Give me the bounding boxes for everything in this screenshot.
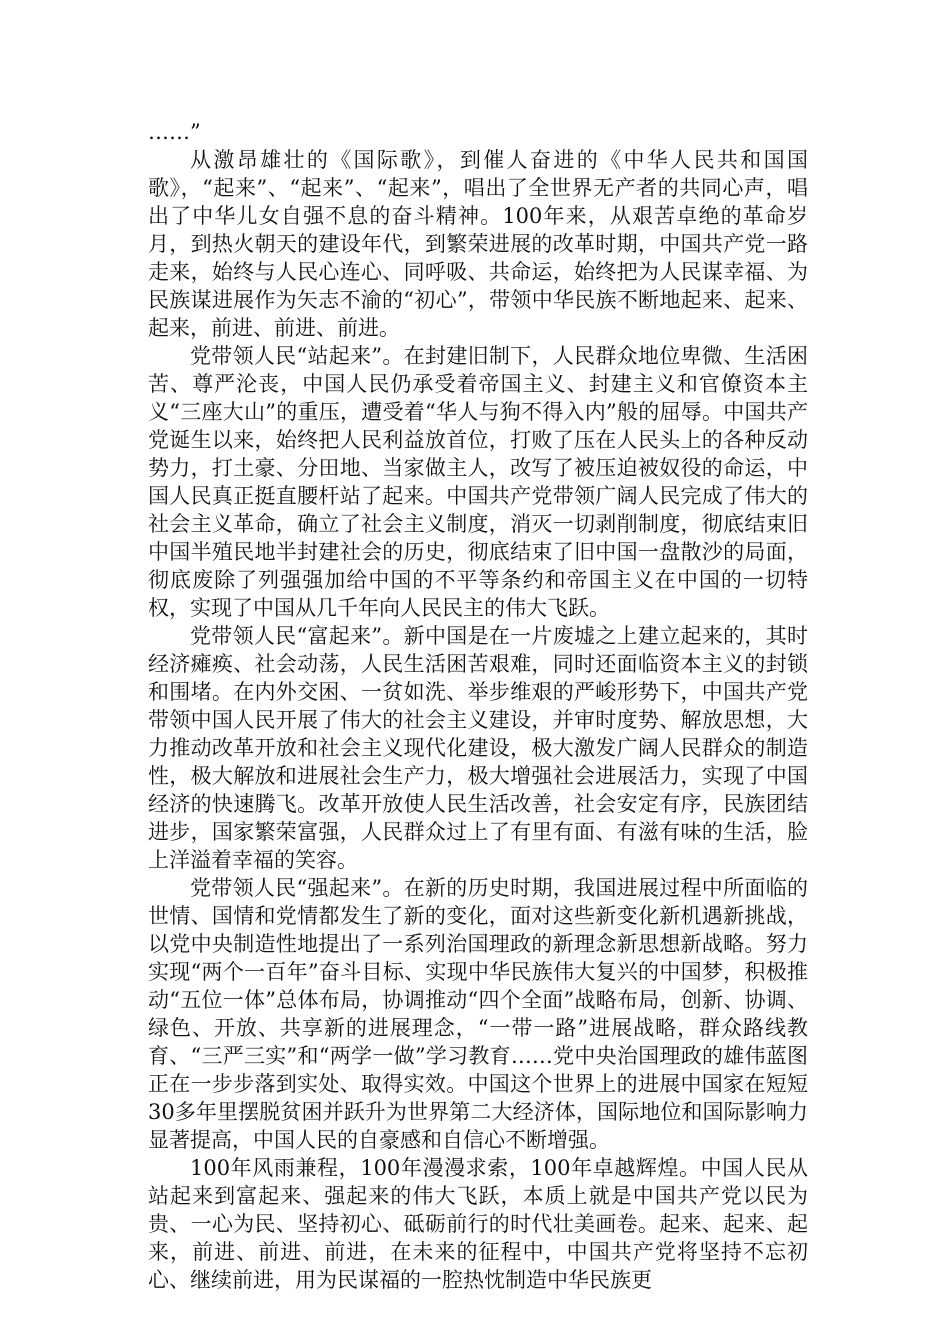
paragraph-ellipsis: ……” <box>148 120 201 144</box>
document-page <box>148 118 808 1294</box>
paragraph-become-strong: 党带领人民“强起来”。在新的历史时期，我国进展过程中所面临的世情、国情和党情都发生了新的变化，面对这些新变化新机遇新挑战，以党中央制造性地提出了一系列治国理政的新理念新思想新战略。努力实现“两个一百年”奋斗目标、实现中华民族伟大复兴的中国梦，积极推动“五位一体”总体布局，协调推动“四个全面”战略布局，创新、协调、绿色、开放、共享新的进展理念，“一带一路”进展战略，群众路线教育、“三严三实”和“两学一做”学习教育……党中央治国理政的雄伟蓝图正在一步步落到实处、取得实效。中国这个世界上的进展中国家在短短30多年里摆脱贫困并跃升为世界第二大经济体，国际地位和国际影响力显著提高，中国人民的自豪感和自信心不断增强。 <box>148 876 808 1152</box>
paragraph-intro: 从激昂雄壮的《国际歌》，到催人奋进的《中华人民共和国国歌》，“起来”、“起来”、“起来”，唱出了全世界无产者的共同心声，唱出了中华儿女自强不息的奋斗精神。100年来，从艰苦卓绝的革命岁月，到热火朝天的建设年代，到繁荣进展的改革时期，中国共产党一路走来，始终与人民心连心、同呼吸、共命运，始终把为人民谋幸福、为民族谋进展作为矢志不渝的“初心”，带领中华民族不断地起来、起来、起来，前进、前进、前进。 <box>148 148 808 340</box>
paragraph-stand-up: 党带领人民“站起来”。在封建旧制下，人民群众地位卑微、生活困苦、尊严沦丧，中国人民仍承受着帝国主义、封建主义和官僚资本主义“三座大山”的重压，遭受着“华人与狗不得入内”般的屈辱。中国共产党诞生以来，始终把人民利益放首位，打败了压在人民头上的各种反动势力，打土豪、分田地、当家做主人，改写了被压迫被奴役的命运，中国人民真正挺直腰杆站了起来。中国共产党带领广阔人民完成了伟大的社会主义革命，确立了社会主义制度，消灭一切剥削制度，彻底结束旧中国半殖民地半封建社会的历史，彻底结束了旧中国一盘散沙的局面，彻底废除了列强强加给中国的不平等条约和帝国主义在中国的一切特权，实现了中国从几千年向人民民主的伟大飞跃。 <box>148 344 808 620</box>
paragraph-get-rich: 党带领人民“富起来”。新中国是在一片废墟之上建立起来的，其时经济瘫痪、社会动荡，人民生活困苦艰难，同时还面临资本主义的封锁和围堵。在内外交困、一贫如洗、举步维艰的严峻形势下，中国共产党带领中国人民开展了伟大的社会主义建设，并审时度势、解放思想，大力推动改革开放和社会主义现代化建设，极大激发广阔人民群众的制造性，极大解放和进展社会生产力，极大增强社会进展活力，实现了中国经济的快速腾飞。改革开放使人民生活改善，社会安定有序，民族团结进步，国家繁荣富强，人民群众过上了有里有面、有滋有味的生活，脸上洋溢着幸福的笑容。 <box>148 624 808 872</box>
paragraph-conclusion: 100年风雨兼程，100年漫漫求索，100年卓越辉煌。中国人民从站起来到富起来、强起来的伟大飞跃，本质上就是中国共产党以民为贵、一心为民、坚持初心、砥砺前行的时代壮美画卷。起来、起来、起来，前进、前进、前进，在未来的征程中，中国共产党将坚持不忘初心、继续前进，用为民谋福的一腔热忱制造中华民族更 <box>148 1156 808 1292</box>
